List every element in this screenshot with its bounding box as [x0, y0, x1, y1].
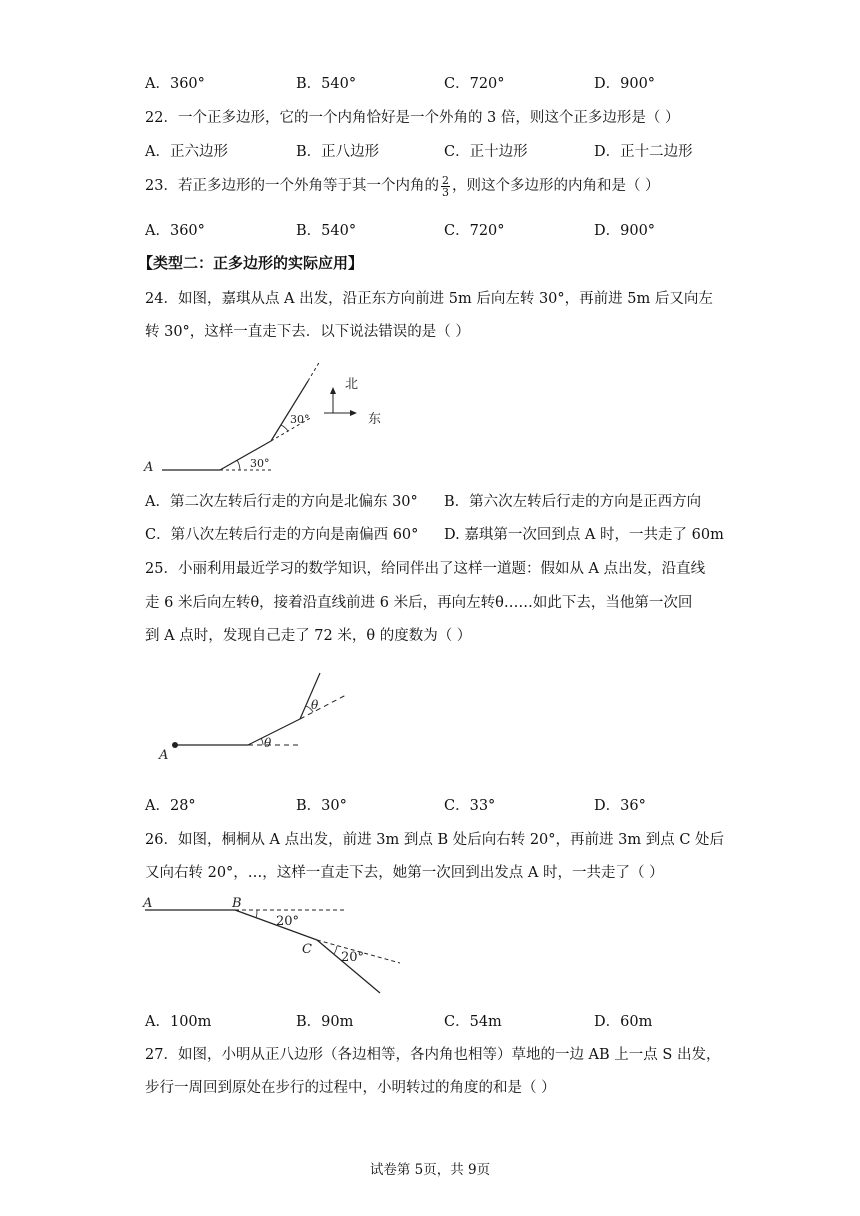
q24-stem-line2: 转 30°，这样一直走下去．以下说法错误的是（ ） — [145, 324, 470, 340]
q24-point-a: A — [144, 460, 154, 475]
q22-option-c: C．正十边形 — [444, 144, 528, 160]
q25-point-a: A — [159, 748, 169, 763]
q24-east-label: 东 — [368, 412, 382, 427]
q25-option-c: C．33° — [444, 798, 496, 814]
q25-option-a: A．28° — [145, 798, 196, 814]
q23-option-d: D．900° — [594, 223, 656, 239]
q21-option-a: A．360° — [145, 76, 205, 92]
q26-figure — [140, 893, 410, 998]
q23-frac-num: 2 — [441, 173, 449, 187]
q24-option-a: A．第二次左转后行走的方向是北偏东 30° — [145, 494, 418, 510]
page-footer: 试卷第 5页，共 9页 — [369, 1162, 491, 1178]
q24-option-d: D. 嘉琪第一次回到点 A 时，一共走了 60m — [444, 527, 724, 543]
q25-stem-line1: 25．小丽利用最近学习的数学知识，给同伴出了这样一道题：假如从 A 点出发，沿直线 — [145, 561, 706, 577]
q25-theta-label-1: θ — [264, 736, 272, 750]
q26-stem-line1: 26．如图，桐桐从 A 点出发，前进 3m 到点 B 处后向右转 20°，再前进 3m 到点 C 处后 — [145, 832, 725, 848]
q26-option-d: D．60m — [594, 1014, 653, 1030]
q26-point-c: C — [302, 942, 312, 957]
q22-option-d: D．正十二边形 — [594, 144, 693, 160]
q25-theta-label-2: θ — [311, 698, 319, 712]
q21-option-d: D．900° — [594, 76, 656, 92]
q22-stem: 22．一个正多边形，它的一个内角恰好是一个外角的 3 倍，则这个正多边形是（ ） — [145, 110, 680, 126]
q24-north-label: 北 — [345, 377, 359, 392]
q26-option-c: C．54m — [444, 1014, 502, 1030]
q25-stem-line2: 走 6 米后向左转θ，接着沿直线前进 6 米后，再向左转θ……如此下去，当他第一次回 — [145, 595, 693, 611]
q23-option-b: B．540° — [296, 223, 357, 239]
q25-option-b: B．30° — [296, 798, 347, 814]
q24-stem-line1: 24．如图，嘉琪从点 A 出发，沿正东方向前进 5m 后向左转 30°，再前进 5m 后又向左 — [145, 291, 713, 307]
q23-option-c: C．720° — [444, 223, 505, 239]
q25-option-d: D．36° — [594, 798, 646, 814]
q26-option-a: A．100m — [145, 1014, 212, 1030]
q24-figure — [140, 355, 400, 480]
q27-stem-line2: 步行一周回到原处在步行的过程中，小明转过的角度的和是（ ） — [145, 1080, 556, 1096]
q26-angle2-label: 20° — [341, 950, 365, 965]
q24-option-b: B．第六次左转后行走的方向是正西方向 — [444, 494, 702, 510]
q26-point-a: A — [143, 896, 153, 911]
q24-angle1-label: 30° — [250, 457, 270, 470]
q21-option-c: C．720° — [444, 76, 505, 92]
q24-option-c: C．第八次左转后行走的方向是南偏西 60° — [145, 527, 419, 543]
q21-option-b: B．540° — [296, 76, 357, 92]
q25-figure — [150, 665, 360, 765]
q26-option-b: B．90m — [296, 1014, 354, 1030]
q23-stem-after: ，则这个多边形的内角和是（ ） — [451, 178, 660, 194]
q26-angle1-label: 20° — [276, 914, 300, 929]
section-heading: 【类型二：正多边形的实际应用】 — [138, 254, 364, 272]
q24-angle2-label: 30° — [290, 413, 310, 426]
q22-option-a: A．正六边形 — [145, 144, 228, 160]
q23-fraction — [441, 175, 450, 198]
q26-point-b: B — [232, 896, 242, 911]
q26-stem-line2: 又向右转 20°，…，这样一直走下去，她第一次回到出发点 A 时，一共走了（ ） — [145, 865, 664, 881]
q23-stem — [145, 174, 660, 198]
q25-stem-line3: 到 A 点时，发现自己走了 72 米，θ 的度数为（ ） — [145, 628, 472, 644]
q22-option-b: B．正八边形 — [296, 144, 380, 160]
q23-option-a: A．360° — [145, 223, 205, 239]
q27-stem-line1: 27．如图，小明从正八边形（各边相等，各内角也相等）草地的一边 AB 上一点 S 出发， — [145, 1047, 721, 1063]
q23-frac-den: 3 — [441, 185, 449, 199]
q23-stem-before: 23．若正多边形的一个外角等于其一个内角的 — [145, 178, 439, 194]
